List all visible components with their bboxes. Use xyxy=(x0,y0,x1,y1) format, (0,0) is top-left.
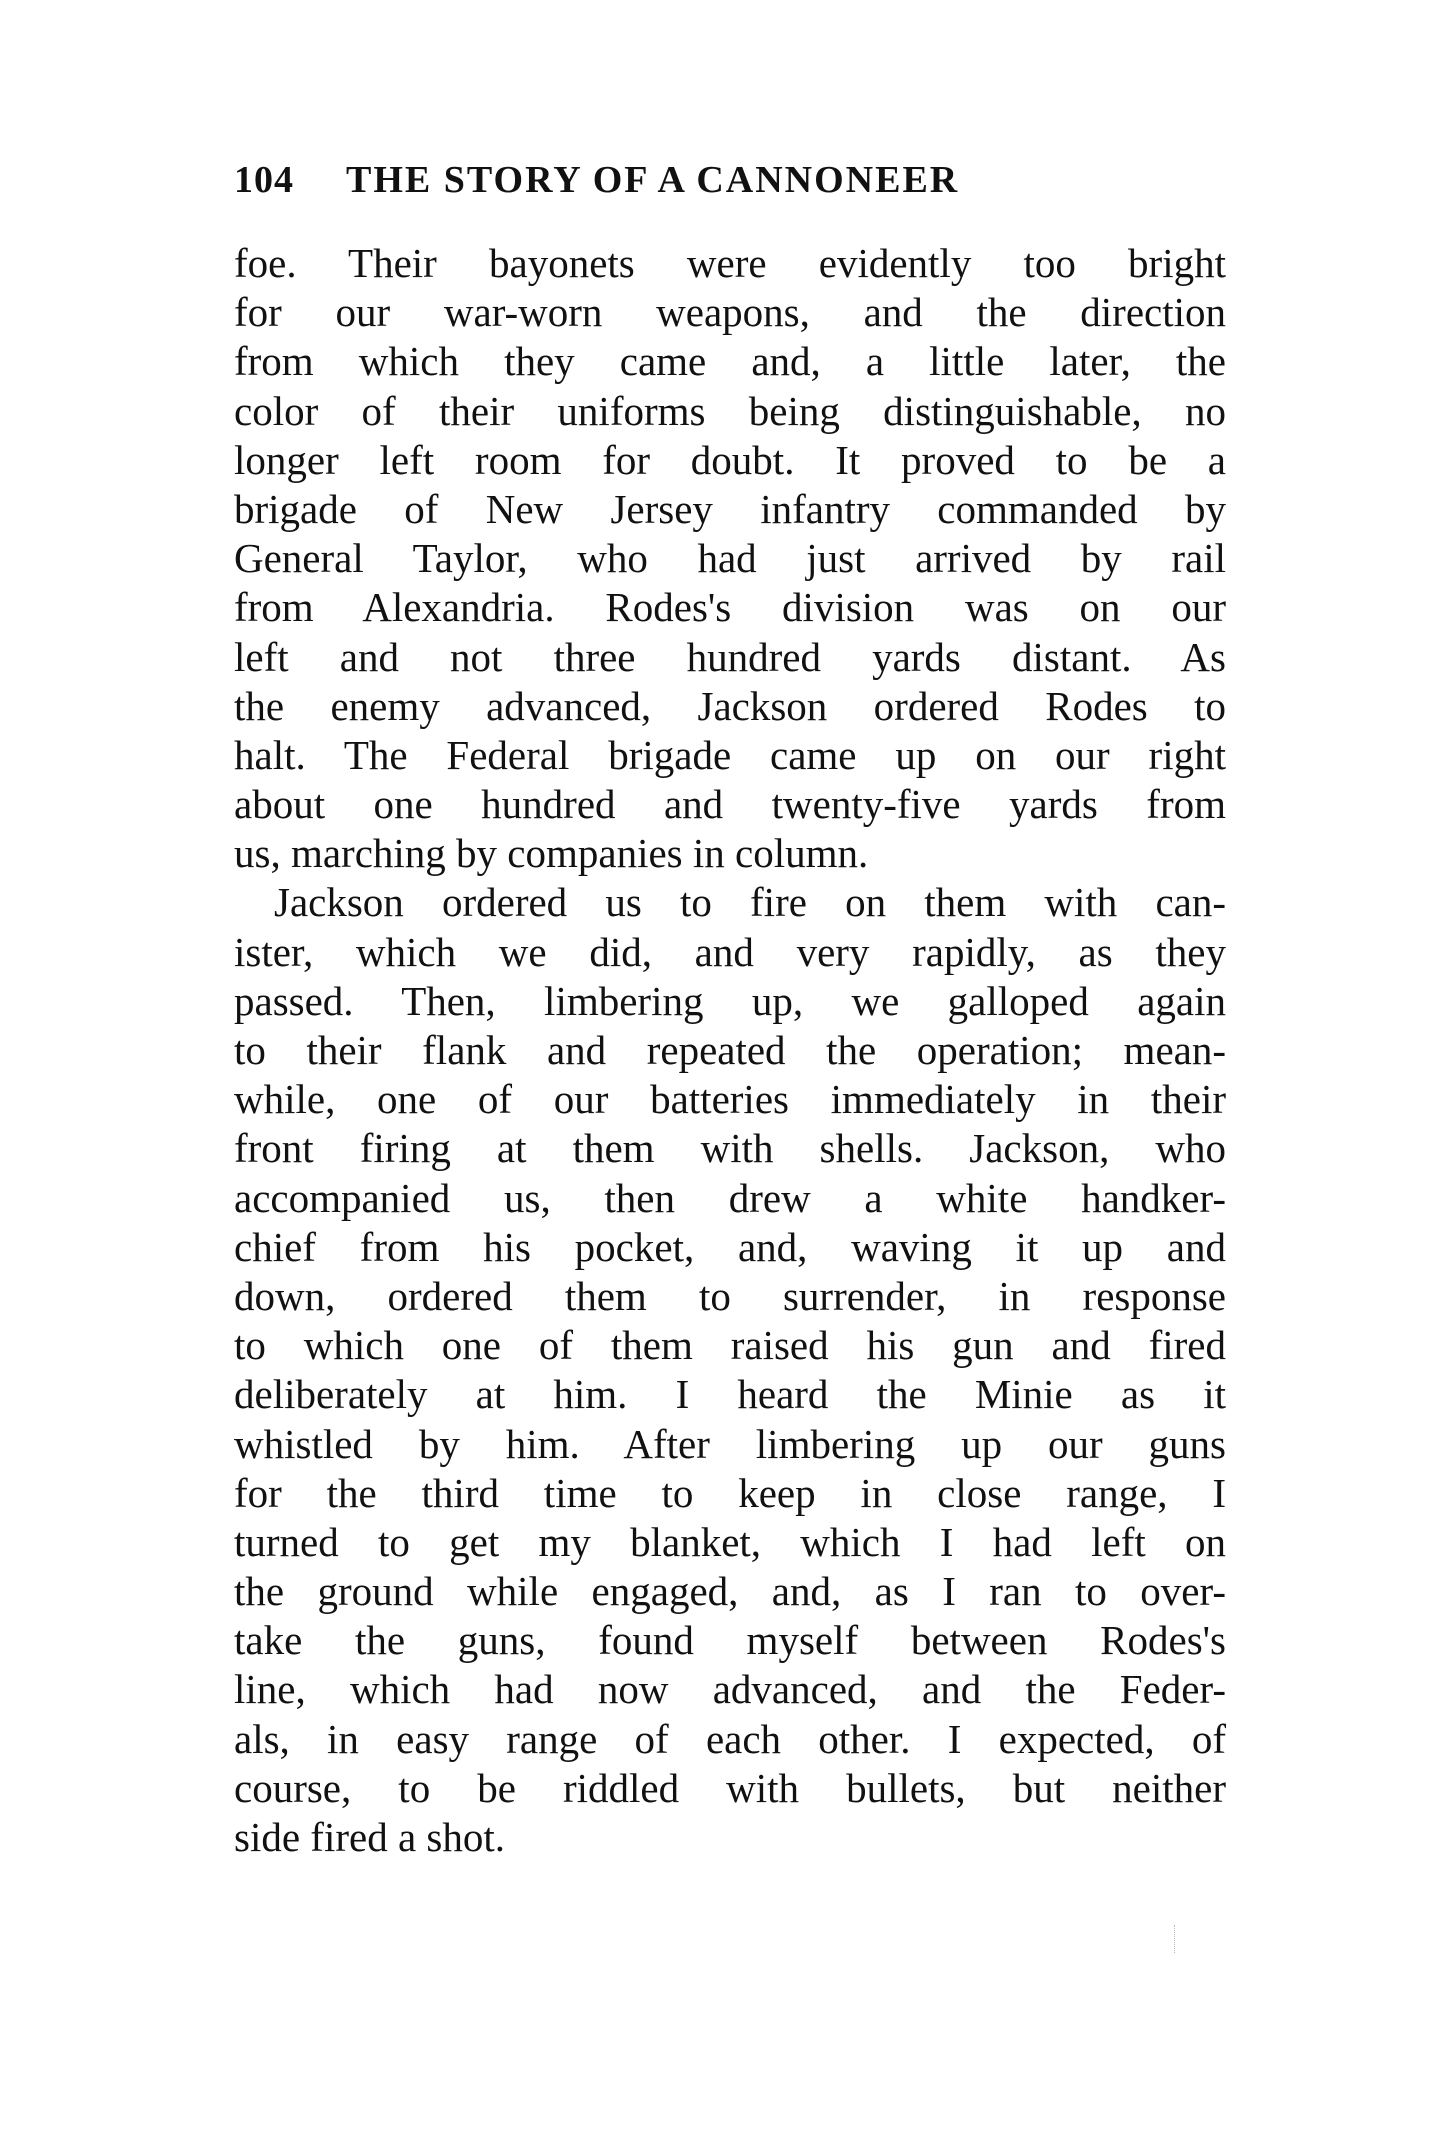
text-line: als, in easy range of each other. I expected, of xyxy=(234,1715,1226,1762)
text-line: Jackson ordered us to fire on them with can- xyxy=(274,879,1226,926)
text-line: front firing at them with shells. Jackson, who xyxy=(234,1125,1226,1172)
text-line: from Alexandria. Rodes's division was on our xyxy=(234,584,1226,631)
text-line: General Taylor, who had just arrived by rail xyxy=(234,535,1226,582)
running-head xyxy=(234,158,959,210)
text-line: course, to be riddled with bullets, but neither xyxy=(234,1764,1226,1811)
text-line: passed. Then, limbering up, we galloped again xyxy=(234,977,1226,1024)
text-line: accompanied us, then drew a white handker- xyxy=(234,1174,1226,1221)
text-line: deliberately at him. I heard the Minie as it xyxy=(234,1371,1226,1418)
text-line: chief from his pocket, and, waving it up and xyxy=(234,1223,1226,1270)
text-line: down, ordered them to surrender, in response xyxy=(234,1272,1226,1319)
text-line: halt. The Federal brigade came up on our right xyxy=(234,731,1226,778)
text-line: line, which had now advanced, and the Feder- xyxy=(234,1666,1226,1713)
text-line: left and not three hundred yards distant. As xyxy=(234,633,1226,680)
text-line: to which one of them raised his gun and fired xyxy=(234,1322,1226,1369)
text-line: for the third time to keep in close range, I xyxy=(234,1469,1226,1516)
body-text xyxy=(234,239,1226,1862)
text-line: side fired a shot. xyxy=(234,1814,505,1860)
book-title: THE STORY OF A CANNONEER xyxy=(346,159,960,201)
text-line: brigade of New Jersey infantry commanded by xyxy=(234,485,1226,532)
page-number: 104 xyxy=(234,159,294,201)
text-line: foe. Their bayonets were evidently too bright xyxy=(234,240,1226,286)
text-line: about one hundred and twenty-five yards from xyxy=(234,781,1226,828)
text-line: turned to get my blanket, which I had left on xyxy=(234,1518,1226,1565)
text-line: to their flank and repeated the operation; mean- xyxy=(234,1027,1226,1073)
text-line: color of their uniforms being distinguishable, no xyxy=(234,387,1226,434)
text-line: whistled by him. After limbering up our guns xyxy=(234,1420,1226,1467)
text-line: for our war-worn weapons, and the direction xyxy=(234,289,1226,336)
text-line: take the guns, found myself between Rodes's xyxy=(234,1617,1226,1664)
text-line: ister, which we did, and very rapidly, as they xyxy=(234,928,1226,975)
text-line: while, one of our batteries immediately in their xyxy=(234,1076,1226,1123)
scan-speck xyxy=(1174,1925,1178,1953)
text-line: the enemy advanced, Jackson ordered Rodes to xyxy=(234,682,1226,729)
text-line: the ground while engaged, and, as I ran to over- xyxy=(234,1568,1226,1615)
text-line: from which they came and, a little later, the xyxy=(234,338,1226,385)
text-line: longer left room for doubt. It proved to be a xyxy=(234,436,1226,483)
text-line: us, marching by companies in column. xyxy=(234,830,869,877)
